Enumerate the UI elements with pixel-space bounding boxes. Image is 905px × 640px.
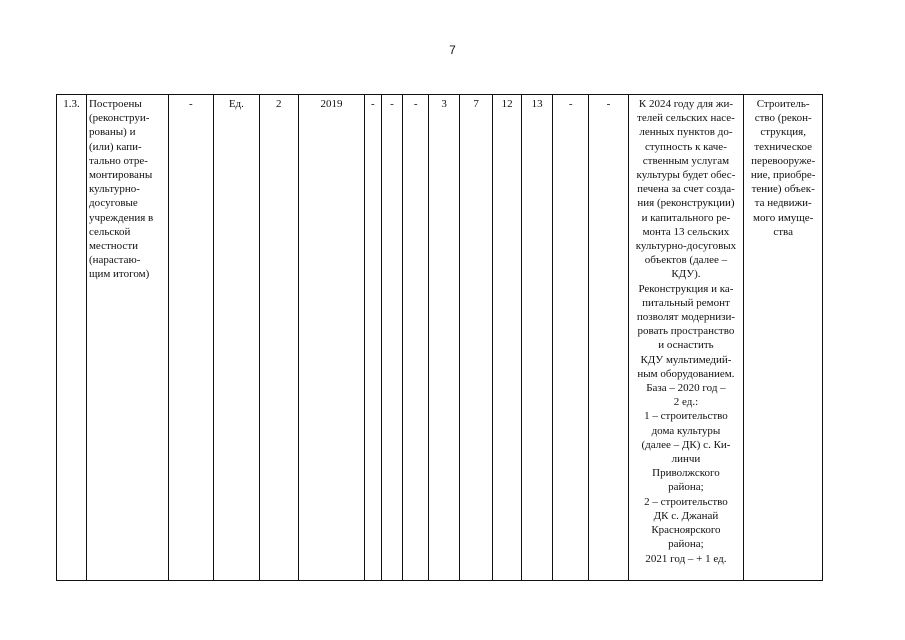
table-row bbox=[57, 95, 823, 581]
cell-2021: - bbox=[403, 95, 429, 581]
cell-2027: - bbox=[589, 95, 628, 581]
cell-2024: 12 bbox=[493, 95, 522, 581]
cell-2026: - bbox=[553, 95, 589, 581]
cell-base-value: 2 bbox=[259, 95, 298, 581]
cell-2020: - bbox=[381, 95, 403, 581]
result-description: К 2024 году для жи- телей сельских насе- ленных пунктов до- ступность к каче- ственным услугам культуры будет обес- печена за счет созда- ния (реконструкции) и капитального ре- монта 13 сельских культурно-досуговых объектов (далее – КДУ). Реконструкция и ка- питальный ремонт позволят модернизи- ровать пространство и оснастить КДУ мультимедий- ным оборудованием. База – 2020 год – 2 ед.: 1 – строительство дома культуры (далее – ДК) с. Ки- линчи Приволжского района; 2 – строительство ДК с. Джанай Красноярского района; 2021 год – + 1 ед. bbox=[635, 98, 737, 565]
cell-base-year: 2019 bbox=[298, 95, 364, 581]
indicator-table bbox=[56, 94, 823, 581]
cell-2019: - bbox=[365, 95, 382, 581]
cell-2023: 7 bbox=[460, 95, 493, 581]
indicator-name: Построены (реконструи- рованы) и (или) капи- тально отре- монтированы культурно- досуговые учреждения в сельской местности (нарастаю- щим итогом) bbox=[88, 98, 154, 281]
cell-2022: 3 bbox=[429, 95, 460, 581]
activity-type: Строитель- ство (рекон- струкция, техническое перевооруже- ние, приобре- тение) объек- та недвижи- мого имуще- ства bbox=[750, 98, 816, 238]
cell-unit: Ед. bbox=[214, 95, 259, 581]
cell-c1: - bbox=[168, 95, 213, 581]
row-index: 1.3. bbox=[57, 95, 87, 581]
cell-2025: 13 bbox=[522, 95, 553, 581]
page-number: 7 bbox=[449, 43, 456, 57]
